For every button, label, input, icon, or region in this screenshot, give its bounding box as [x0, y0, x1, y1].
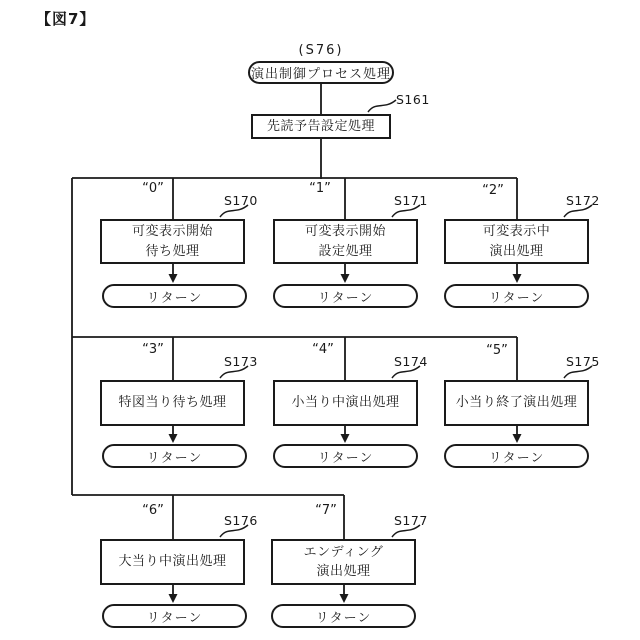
return-terminal: リターン: [273, 284, 418, 308]
process-box-s175: 小当り終了演出処理: [444, 380, 589, 426]
step-number-s175: S175: [566, 354, 600, 369]
process-box-s172: 可変表示中 演出処理: [444, 219, 589, 264]
step-number-s174: S174: [394, 354, 428, 369]
step-number-s176: S176: [224, 513, 258, 528]
process-box-s171: 可変表示開始 設定処理: [273, 219, 418, 264]
step-number-s172: S172: [566, 193, 600, 208]
case-label-5: “5”: [486, 343, 508, 358]
arrowhead: [341, 274, 350, 283]
figure-label: 【図7】: [36, 10, 96, 28]
process-box-s177: エンディング 演出処理: [271, 539, 416, 585]
return-terminal: リターン: [102, 444, 247, 468]
step-number-s177: S177: [394, 513, 428, 528]
step-number-s161: S161: [396, 92, 430, 107]
case-label-7: “7”: [315, 503, 337, 518]
case-label-1: “1”: [309, 181, 331, 196]
arrowhead: [513, 274, 522, 283]
case-label-6: “6”: [142, 503, 164, 518]
arrowhead: [169, 274, 178, 283]
case-label-4: “4”: [312, 342, 334, 357]
step-number-s170: S170: [224, 193, 258, 208]
return-terminal: リターン: [102, 604, 247, 628]
process-box-s173: 特図当り待ち処理: [100, 380, 245, 426]
process-box-s174: 小当り中演出処理: [273, 380, 418, 426]
step-number-s173: S173: [224, 354, 258, 369]
arrowhead: [169, 594, 178, 603]
start-terminal: 演出制御プロセス処理: [248, 61, 394, 84]
step-label-leader-curves: [220, 100, 592, 537]
step-number-s171: S171: [394, 193, 428, 208]
arrowhead: [341, 434, 350, 443]
case-label-0: “0”: [142, 181, 164, 196]
process-box-s170: 可変表示開始 待ち処理: [100, 219, 245, 264]
return-terminal: リターン: [444, 444, 589, 468]
process-box-s176: 大当り中演出処理: [100, 539, 245, 585]
return-terminal: リターン: [102, 284, 247, 308]
return-terminal: リターン: [444, 284, 589, 308]
process-box-s161: 先読予告設定処理: [251, 114, 391, 139]
start-step-number: (S76): [298, 43, 344, 58]
flow-line-path: [72, 83, 517, 597]
return-terminal: リターン: [271, 604, 416, 628]
arrowhead: [513, 434, 522, 443]
return-terminal: リターン: [273, 444, 418, 468]
case-label-2: “2”: [482, 183, 504, 198]
arrowhead: [340, 594, 349, 603]
case-label-3: “3”: [142, 342, 164, 357]
arrowhead: [169, 434, 178, 443]
